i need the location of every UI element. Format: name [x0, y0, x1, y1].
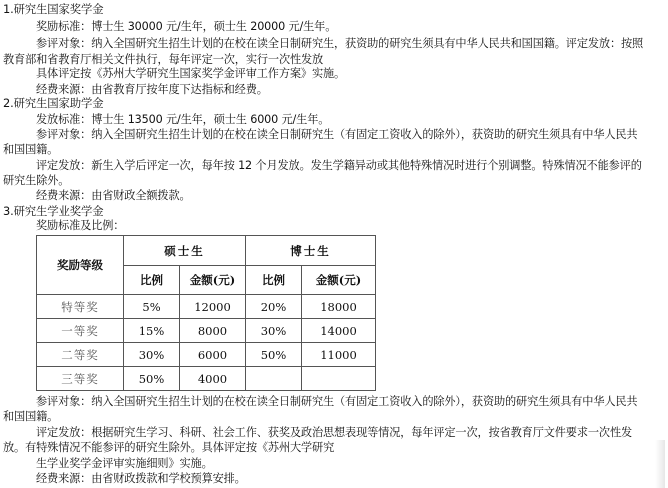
table-cell-level: 一等奖 — [37, 319, 124, 343]
table-header-master: 硕士生 — [124, 236, 246, 266]
table-cell-level: 三等奖 — [37, 367, 124, 391]
section-heading-national-grant: 2.研究生国家助学金 — [3, 96, 104, 110]
table-header-doctor-ratio: 比例 — [246, 266, 302, 295]
table-cell-master-amount: 4000 — [180, 367, 246, 391]
table-cell-level: 二等奖 — [37, 343, 124, 367]
section-heading-academic-scholarship: 3.研究生学业奖学金 — [3, 204, 104, 218]
table-cell-doctor-ratio: 50% — [246, 343, 302, 367]
paragraph-line: 奖励标准：博士生 30000 元/生年，硕士生 20000 元/生年。 — [36, 20, 337, 33]
award-table — [36, 235, 376, 391]
table-header-master-ratio: 比例 — [124, 266, 180, 295]
table-header-master-amount: 金额(元) — [180, 266, 246, 295]
paragraph-line: 奖励标准及比例： — [36, 219, 125, 232]
table-cell-master-ratio: 50% — [124, 367, 180, 391]
paragraph-line: 和国国籍。 — [3, 143, 59, 156]
table-cell-doctor-amount: 14000 — [302, 319, 376, 343]
paragraph-line: 经费来源：由省财政全额拨款。 — [36, 189, 191, 202]
paragraph-line: 教育部和省教育厅相关文件执行，每年评定一次，实行一次性发放 — [3, 53, 324, 66]
table-header-doctor-amount: 金额(元) — [302, 266, 376, 295]
table-cell-doctor-ratio: 30% — [246, 319, 302, 343]
table-cell-doctor-amount: 18000 — [302, 295, 376, 319]
paragraph-line: 放。有特殊情况不能参评的研究生除外。具体评定按《苏州大学研究 — [3, 441, 335, 454]
table-cell-master-amount: 12000 — [180, 295, 246, 319]
table-cell-master-ratio: 30% — [124, 343, 180, 367]
paragraph-line: 和国国籍。 — [3, 410, 59, 423]
table-cell-master-ratio: 15% — [124, 319, 180, 343]
paragraph-line: 评定发放：新生入学后评定一次，每年按 12 个月发放。发生学籍异动或其他特殊情况时进行个别调整。特殊情况不能参评的 — [36, 159, 642, 172]
table-row — [37, 295, 376, 319]
paragraph-line: 经费来源：由省教育厅按年度下达指标和经费。 — [36, 83, 268, 96]
paragraph-line: 生学业奖学金评审实施细则》实施。 — [36, 457, 213, 470]
paragraph-line: 具体评定按《苏州大学研究生国家奖学金评审工作方案》实施。 — [36, 67, 346, 80]
table-cell-level: 特等奖 — [37, 295, 124, 319]
table-row — [37, 343, 376, 367]
table-row — [37, 367, 376, 391]
paragraph-line: 发放标准：博士生 13500 元/生年，硕士生 6000 元/生年。 — [36, 113, 330, 126]
table-cell-master-amount: 8000 — [180, 319, 246, 343]
table-cell-doctor-amount — [302, 367, 376, 391]
paragraph-line: 经费来源：由省财政拨款和学校预算安排。 — [36, 472, 246, 485]
paragraph-line: 研究生除外。 — [3, 174, 70, 187]
page-edge-shadow — [655, 440, 665, 488]
table-cell-doctor-amount: 11000 — [302, 343, 376, 367]
paragraph-line: 评定发放：根据研究生学习、科研、社会工作、获奖及政治思想表现等情况，每年评定一次，按省教育厅文件要求一次性发 — [36, 426, 633, 439]
table-cell-master-amount: 6000 — [180, 343, 246, 367]
table-row — [37, 319, 376, 343]
paragraph-line: 参评对象：纳入全国研究生招生计划的在校在读全日制研究生（有固定工资收入的除外），获资助的研究生须具有中华人民共 — [36, 128, 638, 141]
table-header-level: 奖励等级 — [37, 236, 124, 295]
paragraph-line: 参评对象：纳入全国研究生招生计划的在校在读全日制研究生，获资助的研究生须具有中华人民共和国国籍。评定发放：按照 — [36, 37, 644, 50]
section-heading-national-scholarship: 1.研究生国家奖学金 — [3, 2, 104, 16]
table-cell-doctor-ratio — [246, 367, 302, 391]
table-cell-master-ratio: 5% — [124, 295, 180, 319]
paragraph-line: 参评对象：纳入全国研究生招生计划的在校在读全日制研究生（有固定工资收入的除外），获资助的研究生须具有中华人民共 — [36, 395, 638, 408]
table-cell-doctor-ratio: 20% — [246, 295, 302, 319]
table-header-doctor: 博士生 — [246, 236, 376, 266]
